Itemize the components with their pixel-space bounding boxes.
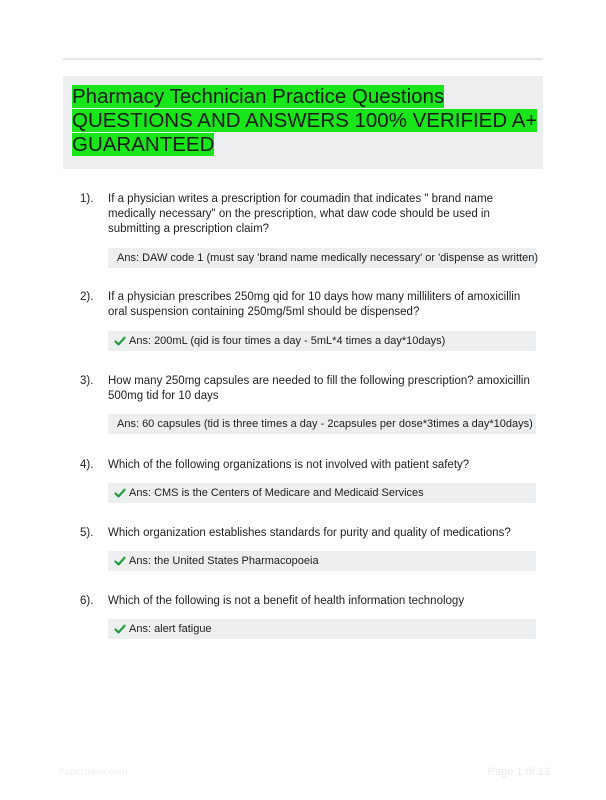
question-text: Which of the following is not a benefit of health information technology <box>108 595 465 607</box>
answer-text: Ans: DAW code 1 (must say 'brand name medically necessary' or 'dispense as written) <box>117 252 539 264</box>
document-title: Pharmacy Technician Practice Questions QUESTIONS AND ANSWERS 100% VERIFIED A+ GUARANTEED <box>72 85 538 156</box>
question-text: If a physician prescribes 250mg qid for 10 days how many milliliters of amoxicillin oral suspension containing 250mg/5ml should be dispensed? <box>108 291 521 318</box>
question-text: If a physician writes a prescription for coumadin that indicates " brand name medically necessary" on the prescription, what daw code should be used in submitting a prescription claim? <box>108 193 494 235</box>
question-text: Which organization establishes standards for purity and quality of medications? <box>108 527 511 539</box>
answer-box <box>108 414 536 434</box>
answer-box <box>108 619 536 639</box>
question-text: Which of the following organizations is not involved with patient safety? <box>108 459 470 471</box>
question-text: How many 250mg capsules are needed to fill the following prescription? amoxicillin 500mg tid for 10 days <box>108 375 530 402</box>
answer-text: Ans: 200mL (qid is four times a day - 5mL*4 times a day*10days) <box>129 335 446 347</box>
answer-box <box>108 248 539 268</box>
question-number: 6). <box>80 595 94 607</box>
page-indicator: Page 1 of 13 <box>487 766 550 778</box>
top-divider <box>63 58 543 60</box>
check-icon <box>114 555 126 567</box>
question-number: 2). <box>80 291 94 303</box>
title-banner <box>63 76 543 169</box>
answer-text: Ans: 60 capsules (tid is three times a day - 2capsules per dose*3times a day*10days) <box>117 418 533 430</box>
question-number: 5). <box>80 527 94 539</box>
question-number: 4). <box>80 459 94 471</box>
check-icon <box>114 335 126 347</box>
answer-box <box>108 483 536 503</box>
check-icon <box>114 623 126 635</box>
answer-text: Ans: CMS is the Centers of Medicare and Medicaid Services <box>129 487 424 499</box>
answer-text: Ans: alert fatigue <box>129 623 212 635</box>
check-icon <box>114 487 126 499</box>
answer-text: Ans: the United States Pharmacopoeia <box>129 555 319 567</box>
answer-box <box>108 331 536 351</box>
answer-box <box>108 551 536 571</box>
question-number: 1). <box>80 193 94 205</box>
question-number: 3). <box>80 375 94 387</box>
footer-watermark: Paperbible.com <box>58 767 128 778</box>
